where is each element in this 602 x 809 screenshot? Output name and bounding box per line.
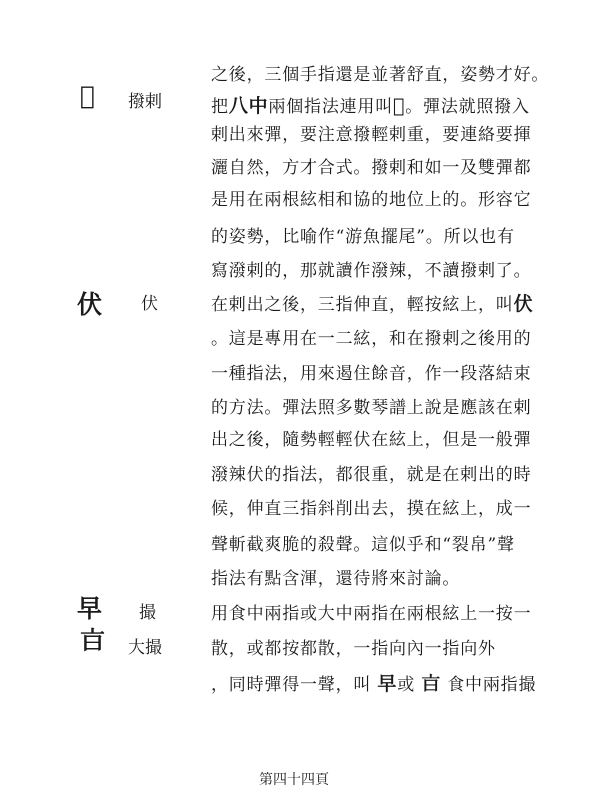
inline-fu-mark: 伏 <box>513 293 534 315</box>
text-line: 是用在兩根絃相和協的地位上的。形容它 <box>211 190 532 210</box>
inline-cuo-mark: 早 <box>377 673 398 695</box>
text-line: 之後，三個手指還是並著舒直，姿勢才好。 <box>211 65 550 85</box>
text-line: 。這是專用在一二絃，和在撥剌之後用的 <box>211 329 532 349</box>
text-line: 剌出來彈，要注意撥輕剌重，要連絡要揮 <box>211 125 532 145</box>
text-line: 用食中兩指或大中兩指在兩根絃上一按一 <box>211 604 532 624</box>
cuo-symbol: 早 <box>77 594 103 623</box>
bo-ci-symbol: 𫋉 <box>80 81 96 110</box>
text-line: 散，或都按都散，一指向內一指向外 <box>211 639 496 659</box>
da-cuo-symbol: 𣅀 <box>80 626 106 655</box>
text-line: 一種指法，用來遏住餘音，作一段落結束 <box>211 364 532 384</box>
text-line: ，同時彈得一聲，叫 早或 𣅀 食中兩指撮 <box>211 673 537 695</box>
inline-da-cuo-mark: 𣅀 <box>421 673 442 695</box>
inline-bo-ci-mark: 𫋉 <box>393 95 406 117</box>
text-line: 的姿勢，比喻作“游魚擺尾”。所以也有 <box>211 227 515 247</box>
text-line: 在剌出之後，三指伸直，輕按絃上，叫伏 <box>211 293 534 315</box>
text-line: 寫潑剌的，那就讀作潑辣，不讀撥剌了。 <box>211 261 532 281</box>
text-line: 出之後，隨勢輕輕伏在絃上，但是一般彈 <box>211 430 532 450</box>
fu-term: 伏 <box>141 294 158 314</box>
da-cuo-term: 大撮 <box>128 638 162 658</box>
page-number: 第四十四頁 <box>259 772 329 788</box>
inline-ba-zhong: 八中 <box>228 95 269 117</box>
text-line: 指法有點含渾，還待將來討論。 <box>211 569 461 589</box>
text-line: 聲斬截爽脆的殺聲。這似乎和“裂帛”聲 <box>211 535 515 555</box>
fu-symbol: 伏 <box>77 290 103 319</box>
text-line: 灑自然，方才合式。撥剌和如一及雙彈都 <box>211 158 532 178</box>
text-line: 的方法。彈法照多數琴譜上說是應該在剌 <box>211 398 532 418</box>
cuo-term: 撮 <box>139 603 156 623</box>
bo-ci-term: 撥剌 <box>128 92 162 112</box>
text-line: 候，伸直三指斜削出去，摸在絃上，成一 <box>211 499 532 519</box>
text-line: 潑辣伏的指法，都很重，就是在剌出的時 <box>211 465 532 485</box>
text-line: 把八中兩個指法連用叫𫋉。彈法就照撥入 <box>211 95 530 117</box>
